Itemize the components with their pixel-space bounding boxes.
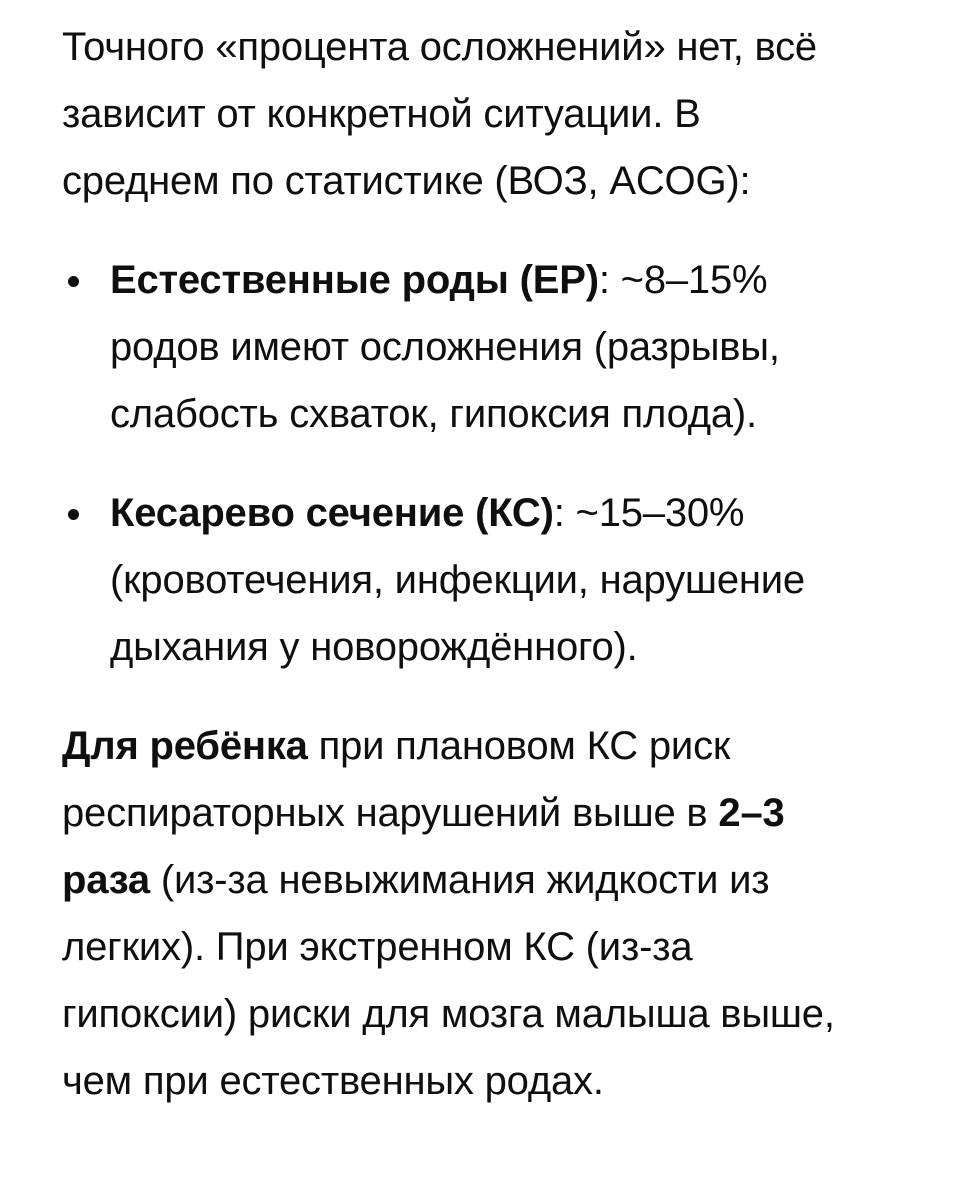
bullet-1-line-2: родов имеют осложнения (разрывы,	[110, 325, 780, 369]
paragraph-gap	[62, 448, 922, 480]
paragraph-gap	[62, 215, 922, 247]
bullet-2-line-2: (кровотечения, инфекции, нарушение	[110, 558, 805, 602]
child-line-2	[62, 780, 922, 847]
child-line-3-text: (из-за невыжимания жидкости из	[149, 858, 770, 902]
child-line-4: легких). При экстренном КС (из-за	[62, 925, 693, 969]
child-line-5: гипоксии) риски для мозга малыша выше,	[62, 992, 835, 1036]
bullet-2-value: : ~15–30%	[553, 491, 745, 535]
child-line-1-text: при плановом КС риск	[307, 724, 731, 768]
bullet-1-title: Естественные роды (ЕР)	[110, 258, 599, 302]
list-item-cesarean	[62, 480, 922, 681]
bullet-2-line-3: дыхания у новорождённого).	[110, 625, 638, 669]
bullet-1-line-3: слабость схваток, гипоксия плода).	[110, 392, 757, 436]
bullet-1-value: : ~8–15%	[598, 258, 768, 302]
paragraph-gap	[62, 681, 922, 713]
intro-line-3: среднем по статистике (ВОЗ, ACOG):	[62, 159, 751, 203]
child-risk-unit: раза	[62, 858, 150, 902]
list-item-natural-birth	[62, 247, 922, 448]
child-risk-factor: 2–3	[718, 791, 785, 835]
bullet-2-line-1	[110, 480, 922, 547]
child-line-3	[62, 847, 922, 914]
bullet-dot-icon	[68, 509, 79, 520]
child-heading: Для ребёнка	[62, 724, 308, 768]
article-text	[62, 14, 922, 1115]
child-paragraph	[62, 713, 922, 1115]
child-line-2-text: респираторных нарушений выше в	[62, 791, 719, 835]
bullet-1-line-1	[110, 247, 922, 314]
child-line-1	[62, 713, 922, 780]
intro-line-1: Точного «процента осложнений» нет, всё	[62, 25, 817, 69]
bullet-dot-icon	[68, 276, 79, 287]
intro-paragraph	[62, 14, 922, 215]
child-line-6: чем при естественных родах.	[62, 1059, 604, 1103]
bullet-2-title: Кесарево сечение (КС)	[110, 491, 554, 535]
intro-line-2: зависит от конкретной ситуации. В	[62, 92, 701, 136]
